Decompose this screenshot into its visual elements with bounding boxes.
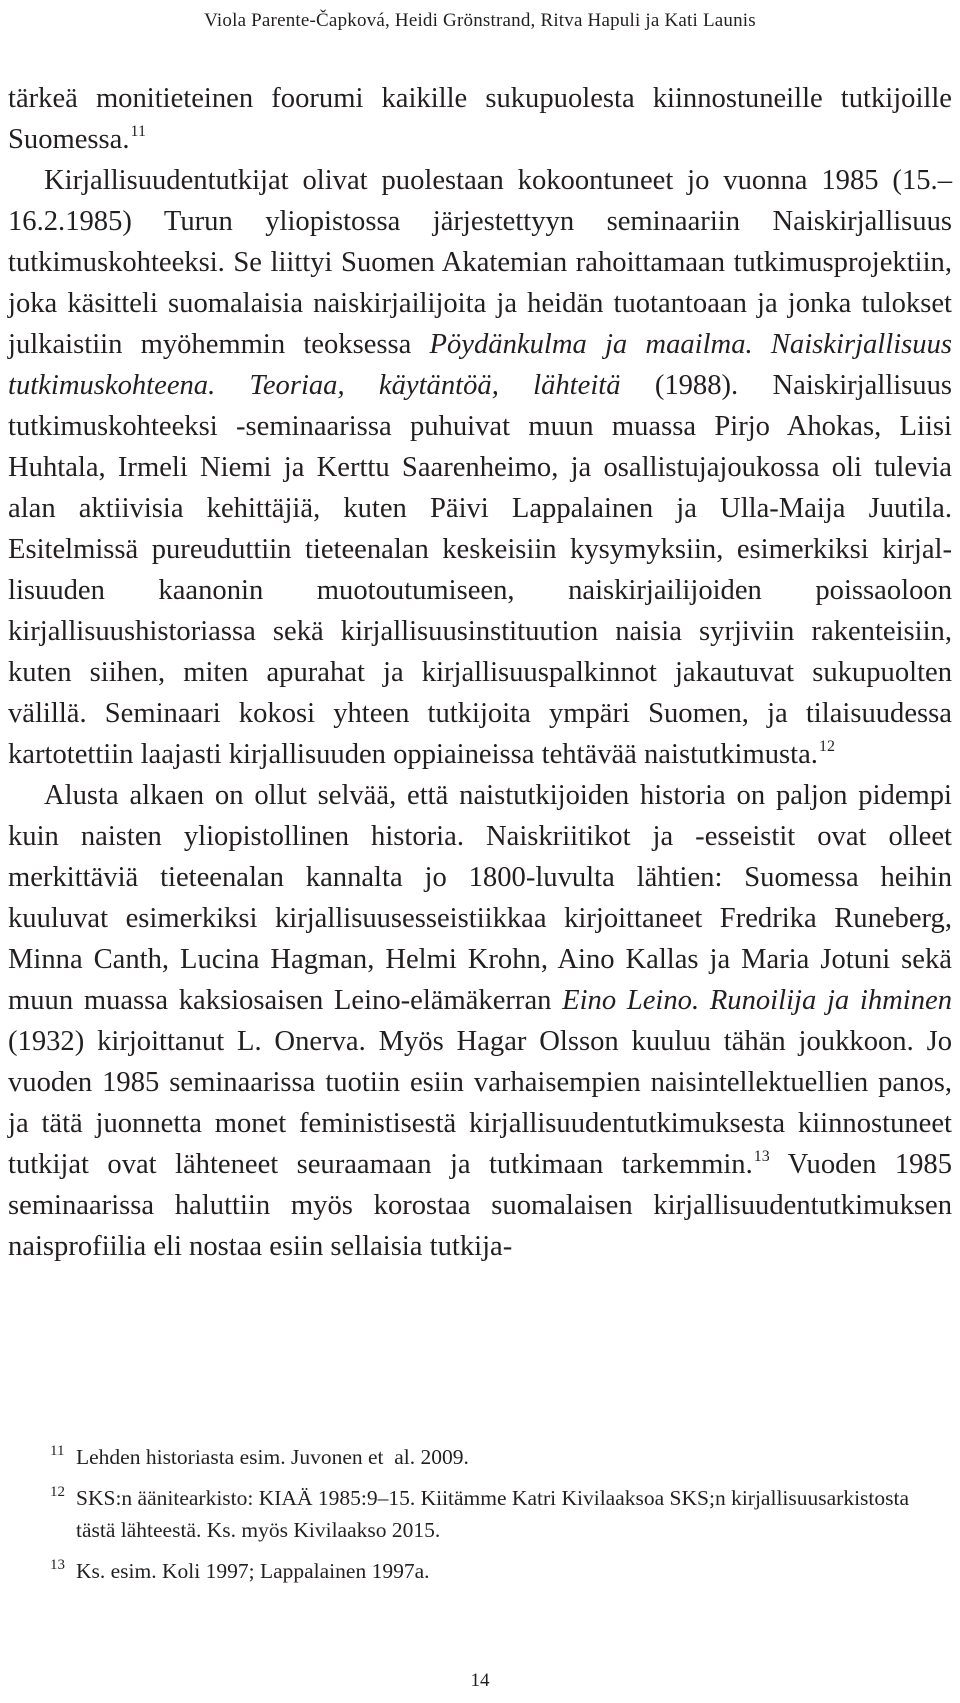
book-title: Eino Leino. Runoilija ja ihminen [562, 985, 953, 1016]
paragraph-seminar-1985 [8, 160, 952, 775]
footnote-13 [50, 1555, 930, 1587]
paragraph-text: Vuoden 1985 seminaarissa haluttiin myös korostaa suomalaisen kirjallisuudentutkimuksen naisprofiilia eli nostaa esiin sellaisia tutkija- [8, 1149, 953, 1262]
footnote-text: Lehden historiasta esim. Juvonen et al. 2009. [76, 1445, 469, 1469]
footnote-11 [50, 1441, 930, 1473]
footnote-text: Ks. esim. Koli 1997; Lappalainen 1997a. [76, 1559, 430, 1583]
body-text [8, 78, 952, 1267]
running-head: Viola Parente-Čapková, Heidi Grönstrand, Ritva Hapuli ja Kati Launis [204, 10, 756, 31]
paragraph-text: Kirjallisuudentutkijat olivat puolestaan kokoontuneet jo vuonna 1985 (15.–16.2.1985) Turun yliopistossa järjestettyyn seminaariin Naiskirjallisuus tutkimuskohteeksi. Se liittyi Suomen Akatemian rahoittamaan tutkimusprojektiin, joka käsitteli suomalaisia naiskirjailijoita ja heidän tuotantoaan ja jonka tulokset julkaistiin myöhemmin teoksessa [8, 165, 952, 360]
footnote-number: 12 [50, 1484, 65, 1500]
footnote-number: 13 [50, 1557, 65, 1573]
paragraph-text: Alusta alkaen on ollut selvää, että naistutkijoiden historia on paljon pidempi kuin naisten yliopistollinen historia. Naiskriitikot ja -esseistit ovat olleet merkittäviä tieteenalan kannalta jo 1800-luvulta lähtien: Suomessa heihin kuuluvat esimerkiksi kirjallisuusesseistiikkaa kirjoittaneet Fredrika Runeberg, Minna Canth, Lucina Hagman, Helmi Krohn, Aino Kallas ja Maria Jotuni sekä muun muassa kaksiosaisen Leino-elämäkerran [8, 780, 952, 1016]
footnote-ref-11[interactable]: 11 [130, 123, 146, 140]
footnote-text: SKS:n äänitearkisto: KIAÄ 1985:9–15. Kiitämme Katri Kivilaaksoa SKS;n kirjallisuusarkistosta tästä lähteestä. Ks. myös Kivilaakso 2015. [76, 1486, 910, 1542]
paragraph-continuation [8, 78, 952, 160]
footnote-ref-12[interactable]: 12 [818, 738, 835, 755]
footnote-number: 11 [50, 1443, 65, 1459]
footnote-ref-13[interactable]: 13 [753, 1148, 770, 1165]
page-number: 14 [470, 1670, 490, 1691]
paragraph-text: (1988). Naiskirjallisuus tutkimuskohteeksi -seminaarissa puhuivat muun muassa Pirjo Ahokas, Liisi Huhtala, Irmeli Niemi ja Kerttu Saarenheimo, ja osallistujajoukossa oli tulevia alan aktiivisia kehittäjiä, kuten Päivi Lappalainen ja Ulla-Maija Juutila. Esitelmissä pureuduttiin tieteenalan keskeisiin kysymyksiin, esimerkiksi kirjallisuuden kaanonin muotoutumiseen, naiskirjailijoiden poissaoloon kirjallisuushistoriassa sekä kirjallisuusinstituution naisia syrjiviin rakenteisiin, kuten siihen, miten apurahat ja kirjallisuuspalkinnot jakautuvat sukupuolten välillä. Seminaari kokosi yhteen tutkijoita ympäri Suomen, ja tilaisuudessa kartotettiin laajasti kirjallisuuden oppiaineissa tehtävää naistutkimusta. [8, 370, 952, 770]
footnotes [50, 1441, 930, 1596]
paragraph-text: tärkeä monitieteinen foorumi kaikille sukupuolesta kiinnostuneille tutkijoille Suomessa. [8, 83, 952, 155]
paragraph-text: (1932) kirjoittanut L. Onerva. Myös Hagar Olsson kuuluu tähän joukkoon. Jo vuoden 1985 seminaarissa tuotiin esiin varhaisempien naisintellektuellien panos, ja tätä juonnetta monet feministisestä kirjallisuudentutkimuksesta kiinnostuneet tutkijat ovat lähteneet seuraamaan ja tutkimaan tarkemmin. [8, 1026, 952, 1180]
footnote-12 [50, 1482, 930, 1546]
book-title: Pöydänkulma ja maailma. Naiskirjallisuus tutkimuskohteena. Teoriaa, käytäntöä, lähteitä [8, 329, 952, 401]
paragraph-history [8, 775, 952, 1267]
